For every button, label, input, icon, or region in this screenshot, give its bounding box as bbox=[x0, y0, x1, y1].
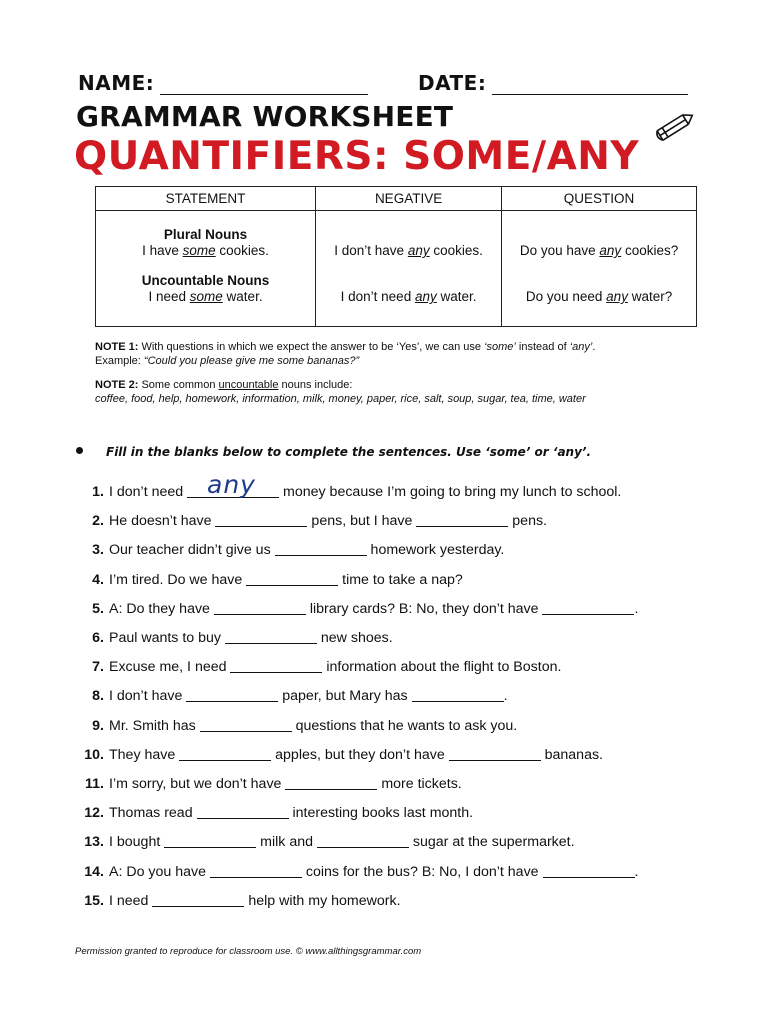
exercise-item bbox=[72, 598, 638, 617]
date-label: DATE: bbox=[418, 71, 487, 95]
bullet-icon bbox=[76, 447, 83, 454]
answer-blank[interactable] bbox=[164, 833, 256, 848]
answer-blank[interactable] bbox=[246, 571, 338, 586]
exercise-text: paper, but Mary has bbox=[278, 688, 412, 705]
exercise-item bbox=[72, 744, 603, 763]
answer-blank[interactable] bbox=[214, 600, 306, 615]
answer-blank[interactable] bbox=[542, 600, 634, 615]
uncountable-nouns-heading: Uncountable Nouns bbox=[141, 273, 270, 288]
answer-blank[interactable] bbox=[186, 687, 278, 702]
exercise-item bbox=[72, 539, 504, 558]
answer-blank[interactable] bbox=[317, 833, 409, 848]
plural-statement-example: I have some cookies. bbox=[142, 243, 269, 258]
exercise-number: 15. bbox=[84, 892, 104, 909]
exercise-text: apples, but they don’t have bbox=[271, 746, 449, 763]
exercise-number: 6. bbox=[92, 630, 104, 646]
answer-blank[interactable] bbox=[275, 541, 367, 556]
uncountable-negative-example: I don’t need any water. bbox=[340, 289, 477, 304]
exercise-item bbox=[72, 861, 638, 880]
exercise-item bbox=[72, 627, 393, 646]
exercise-text: Our teacher didn’t give us bbox=[109, 542, 275, 559]
exercise-text: I don’t have bbox=[109, 688, 187, 705]
answer-blank[interactable] bbox=[230, 658, 322, 673]
exercise-text: help with my homework. bbox=[244, 892, 401, 909]
exercise-text: I’m tired. Do we have bbox=[109, 571, 247, 588]
answer-blank[interactable] bbox=[285, 775, 377, 790]
exercise-text: information about the flight to Boston. bbox=[322, 659, 562, 676]
date-field-row bbox=[418, 71, 688, 95]
exercise-text: milk and bbox=[256, 834, 317, 851]
statement-cell bbox=[96, 211, 316, 327]
pencil-icon bbox=[650, 108, 696, 148]
exercise-text: library cards? B: No, they don’t have bbox=[305, 600, 543, 617]
exercise-text: Paul wants to buy bbox=[109, 630, 225, 646]
table-header-row bbox=[96, 187, 697, 211]
exercise-text: Thomas read bbox=[109, 805, 197, 822]
handwritten-answer: any bbox=[207, 470, 256, 499]
exercise-number: 8. bbox=[92, 688, 104, 705]
name-blank[interactable] bbox=[160, 76, 368, 95]
exercise-item bbox=[72, 802, 473, 821]
exercise-number: 11. bbox=[85, 776, 104, 792]
plural-negative-example: I don’t have any cookies. bbox=[334, 243, 483, 258]
table-body-row bbox=[96, 211, 697, 327]
exercise-text: bananas. bbox=[540, 746, 603, 763]
exercise-text: time to take a nap? bbox=[338, 571, 463, 588]
exercise-item bbox=[72, 685, 508, 704]
note-2: NOTE 2: Some common uncountable nouns include: coffee, food, help, homework, information, milk, money, paper, rice, salt, soup, sugar, tea, time, water bbox=[95, 379, 586, 405]
column-header-question: QUESTION bbox=[502, 187, 697, 211]
column-header-statement: STATEMENT bbox=[96, 187, 316, 211]
uncountable-question-example: Do you need any water? bbox=[525, 289, 673, 304]
question-cell bbox=[502, 211, 697, 327]
exercise-item bbox=[72, 890, 401, 909]
answer-blank[interactable] bbox=[215, 512, 307, 527]
uncountable-noun-list: coffee, food, help, homework, information, milk, money, paper, rice, salt, soup, sugar, tea, time, water bbox=[95, 393, 586, 405]
exercise-item bbox=[72, 481, 621, 500]
name-field-row bbox=[78, 71, 368, 95]
exercise-text: He doesn’t have bbox=[109, 513, 216, 530]
exercise-item bbox=[72, 715, 517, 734]
answer-blank[interactable] bbox=[197, 804, 289, 819]
exercise-number: 14. bbox=[84, 863, 104, 880]
negative-cell bbox=[316, 211, 502, 327]
footer-copyright: Permission granted to reproduce for classroom use. © www.allthingsgrammar.com bbox=[75, 946, 422, 957]
exercise-text: I bought bbox=[109, 834, 165, 851]
exercise-text: A: Do you have bbox=[109, 863, 210, 880]
exercise-item bbox=[72, 569, 463, 588]
answer-blank[interactable] bbox=[152, 892, 244, 907]
exercise-number: 3. bbox=[92, 542, 104, 559]
exercise-number: 13. bbox=[84, 834, 104, 851]
exercise-item bbox=[72, 656, 561, 675]
exercise-number: 4. bbox=[92, 571, 104, 588]
column-header-negative: NEGATIVE bbox=[316, 187, 502, 211]
exercise-text: . bbox=[634, 600, 639, 617]
exercise-text: Excuse me, I need bbox=[109, 659, 231, 676]
exercise-text: I don’t need bbox=[109, 484, 188, 500]
exercise-text: homework yesterday. bbox=[366, 542, 505, 559]
name-label: NAME: bbox=[78, 71, 155, 95]
answer-blank[interactable] bbox=[210, 863, 302, 878]
exercise-text: They have bbox=[109, 746, 180, 763]
answer-blank[interactable] bbox=[449, 746, 541, 761]
exercise-item bbox=[72, 510, 547, 529]
answer-blank[interactable] bbox=[416, 512, 508, 527]
exercise-text: money because I’m going to bring my lunch to school. bbox=[279, 484, 622, 500]
exercise-number: 7. bbox=[92, 659, 104, 676]
exercise-number: 5. bbox=[92, 600, 104, 617]
worksheet-title: GRAMMAR WORKSHEET bbox=[76, 100, 454, 133]
exercise-text: more tickets. bbox=[377, 776, 462, 792]
quantifier-reference-table bbox=[95, 186, 697, 327]
plural-question-example: Do you have any cookies? bbox=[519, 243, 679, 258]
exercise-text: I need bbox=[109, 892, 153, 909]
date-blank[interactable] bbox=[492, 76, 688, 95]
exercise-text: Mr. Smith has bbox=[109, 717, 200, 734]
exercise-text: pens. bbox=[508, 513, 547, 530]
exercise-text: questions that he wants to ask you. bbox=[291, 717, 518, 734]
exercise-text: interesting books last month. bbox=[288, 805, 474, 822]
exercise-item bbox=[72, 831, 575, 850]
note-1: NOTE 1: With questions in which we expect the answer to be ‘Yes’, we can use ‘some’ instead of ‘any’. Example: “Could you please give me some bananas?” bbox=[95, 341, 596, 367]
exercise-text: . bbox=[634, 863, 639, 880]
exercise-text: coins for the bus? B: No, I don’t have bbox=[301, 863, 543, 880]
worksheet-topic: QUANTIFIERS: SOME/ANY bbox=[74, 134, 640, 179]
exercise-text: . bbox=[503, 688, 508, 705]
plural-nouns-heading: Plural Nouns bbox=[163, 227, 248, 242]
uncountable-statement-example: I need some water. bbox=[148, 289, 263, 304]
exercise-number: 12. bbox=[84, 805, 104, 822]
exercise-text: pens, but I have bbox=[307, 513, 417, 530]
exercise-number: 2. bbox=[92, 513, 104, 530]
exercise-text: sugar at the supermarket. bbox=[408, 834, 575, 851]
exercise-number: 9. bbox=[92, 717, 104, 734]
exercise-number: 10. bbox=[84, 746, 104, 763]
exercise-number: 1. bbox=[92, 484, 104, 500]
answer-blank[interactable] bbox=[543, 863, 635, 878]
answer-blank[interactable] bbox=[200, 717, 292, 732]
exercise-text: new shoes. bbox=[316, 630, 393, 646]
answer-blank[interactable] bbox=[412, 687, 504, 702]
answer-blank[interactable] bbox=[225, 629, 317, 644]
exercise-item bbox=[72, 773, 462, 792]
answer-blank[interactable] bbox=[179, 746, 271, 761]
exercise-text: I’m sorry, but we don’t have bbox=[109, 776, 286, 792]
instructions: Fill in the blanks below to complete the sentences. Use ‘some’ or ‘any’. bbox=[106, 445, 592, 459]
exercise-text: A: Do they have bbox=[109, 600, 214, 617]
